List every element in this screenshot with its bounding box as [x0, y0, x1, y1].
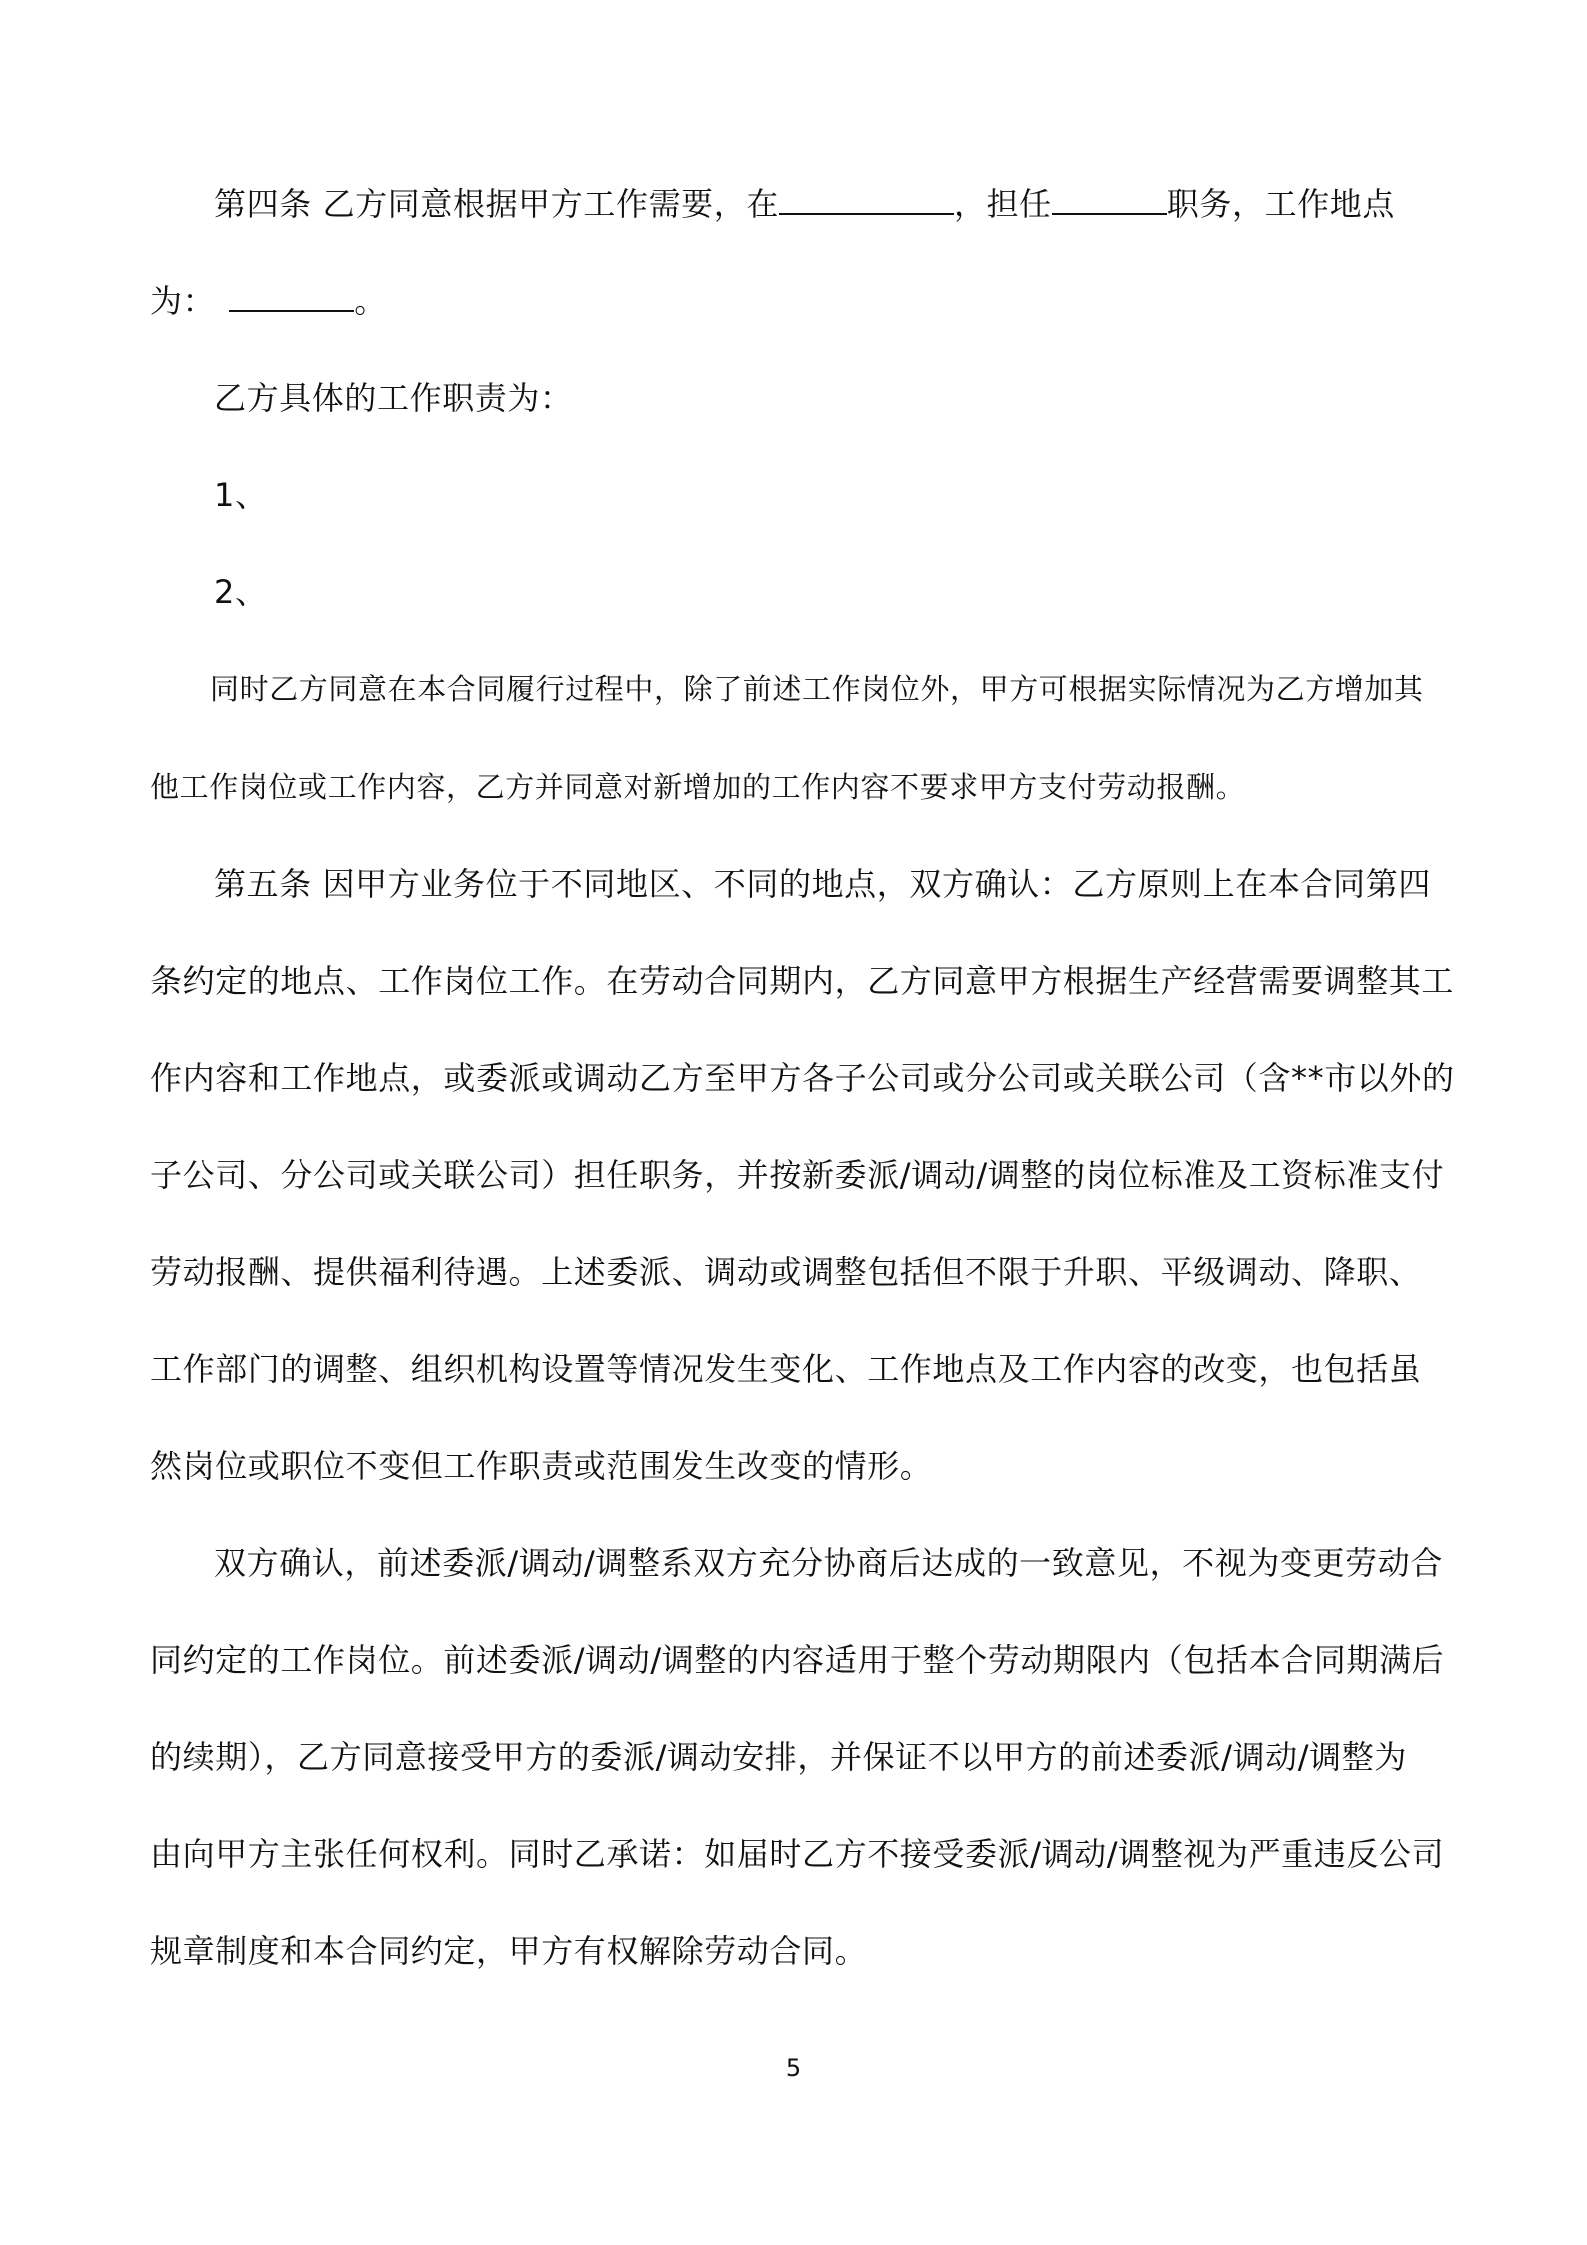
- article5-line: 作内容和工作地点，或委派或调动乙方至甲方各子公司或分公司或关联公司（含**市以外的: [150, 1059, 1455, 1097]
- confirmation-line: 同约定的工作岗位。前述委派/调动/调整的内容适用于整个劳动期限内（包括本合同期满后: [150, 1641, 1445, 1679]
- confirmation-line: 规章制度和本合同约定，甲方有权解除劳动合同。: [150, 1932, 868, 1970]
- article4-text-d: 为：: [150, 282, 216, 320]
- article4-line-1: [214, 183, 1504, 224]
- article5-line: 子公司、分公司或关联公司）担任职务，并按新委派/调动/调整的岗位标准及工资标准支付: [150, 1156, 1445, 1194]
- duty-item-2: 2、: [214, 573, 268, 611]
- article4-text-a: 第四条 乙方同意根据甲方工作需要，在: [214, 185, 779, 223]
- department-blank: [779, 183, 954, 215]
- article4-text-e: 。: [354, 282, 387, 320]
- page-number: 5: [785, 2054, 802, 2082]
- confirmation-line: 双方确认，前述委派/调动/调整系双方充分协商后达成的一致意见，不视为变更劳动合: [214, 1544, 1443, 1582]
- location-blank: [229, 280, 354, 312]
- article5-line: 条约定的地点、工作岗位工作。在劳动合同期内，乙方同意甲方根据生产经营需要调整其工: [150, 962, 1455, 1000]
- article4-extra-line-2: 他工作岗位或工作内容，乙方并同意对新增加的工作内容不要求甲方支付劳动报酬。: [150, 770, 1246, 804]
- article4-text-b: ，担任: [953, 185, 1052, 223]
- duties-heading: 乙方具体的工作职责为：: [214, 379, 573, 417]
- article5-line: 然岗位或职位不变但工作职责或范围发生改变的情形。: [150, 1447, 933, 1485]
- article4-text-c: 职务，工作地点: [1166, 185, 1395, 223]
- position-blank: [1052, 183, 1167, 215]
- article4-extra-line-1: 同时乙方同意在本合同履行过程中，除了前述工作岗位外，甲方可根据实际情况为乙方增加其: [210, 672, 1424, 706]
- article5-line: 第五条 因甲方业务位于不同地区、不同的地点，双方确认：乙方原则上在本合同第四: [214, 865, 1431, 903]
- article4-line-2: [150, 280, 1440, 321]
- article5-line: 劳动报酬、提供福利待遇。上述委派、调动或调整包括但不限于升职、平级调动、降职、: [150, 1253, 1422, 1291]
- duty-item-1: 1、: [214, 476, 268, 514]
- confirmation-line: 由向甲方主张任何权利。同时乙承诺：如届时乙方不接受委派/调动/调整视为严重违反公司: [150, 1835, 1445, 1873]
- article5-line: 工作部门的调整、组织机构设置等情况发生变化、工作地点及工作内容的改变，也包括虽: [150, 1350, 1422, 1388]
- confirmation-line: 的续期），乙方同意接受甲方的委派/调动安排，并保证不以甲方的前述委派/调动/调整为: [150, 1738, 1407, 1776]
